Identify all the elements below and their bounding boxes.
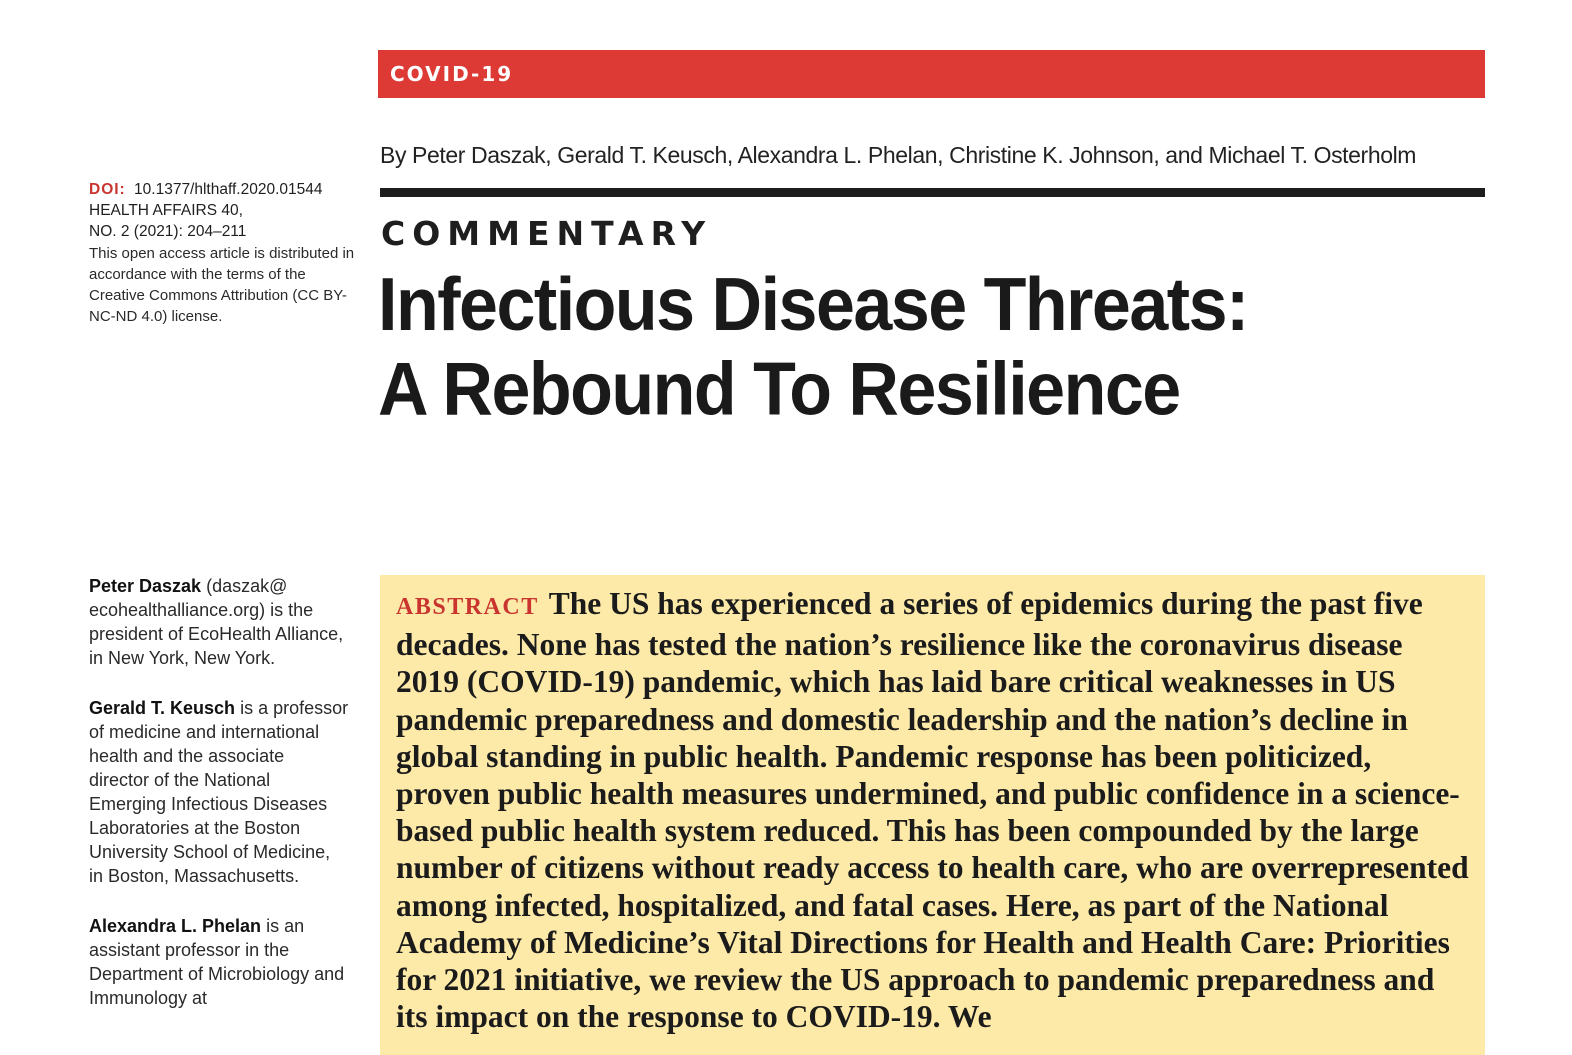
doi-value: 10.1377/hlthaff.2020.01544 bbox=[134, 181, 323, 198]
abstract-label: ABSTRACT bbox=[396, 594, 539, 620]
doi-line bbox=[89, 179, 359, 200]
author-affiliations bbox=[89, 574, 349, 1036]
article-type-label: COMMENTARY bbox=[381, 214, 713, 253]
author-note bbox=[89, 696, 349, 888]
author-name: Gerald T. Keusch bbox=[89, 698, 236, 718]
title-divider bbox=[380, 188, 1485, 197]
abstract-box bbox=[380, 575, 1485, 1055]
journal-citation-line-1: HEALTH AFFAIRS 40, bbox=[89, 202, 243, 219]
doi-label: DOI: bbox=[89, 181, 126, 198]
article-title-line-1: Infectious Disease Threats: bbox=[378, 262, 1248, 347]
banner-label: COVID-19 bbox=[390, 62, 514, 86]
journal-citation-line-2: NO. 2 (2021): 204–211 bbox=[89, 223, 247, 240]
section-banner bbox=[378, 50, 1485, 98]
abstract-text bbox=[396, 585, 1471, 1035]
author-description: is an assistant professor in the Department of Microbiology and Immunology at bbox=[89, 916, 345, 1008]
article-title bbox=[378, 262, 1483, 430]
article-title-line-2: A Rebound To Resilience bbox=[378, 346, 1180, 431]
author-description: (daszak@ ecohealthalliance.org) is the president of EcoHealth Alliance, in New York, New York. bbox=[89, 576, 344, 668]
author-name: Peter Daszak bbox=[89, 576, 202, 596]
author-note bbox=[89, 574, 349, 670]
author-name: Alexandra L. Phelan bbox=[89, 916, 262, 936]
author-description: is a professor of medicine and international health and the associate director of the National Emerging Infectious Diseases Laboratories at the Boston University School of Medicine, in Boston, Massachusetts. bbox=[89, 698, 349, 886]
abstract-body: The US has experienced a series of epidemics during the past five decades. None has tested the nation’s resilience like the coronavirus disease 2019 (COVID-19) pandemic, which has laid bare critical weaknesses in US pandemic preparedness and domestic leadership and the nation’s decline in global standing in public health. Pandemic response has been politicized, proven public health measures undermined, and public confidence in a science-based public health system reduced. This has been compounded by the large number of citizens without ready access to health care, who are overrepresented among infected, hospitalized, and fatal cases. Here, as part of the National Academy of Medicine’s Vital Directions for Health and Health Care: Priorities for 2021 initiative, we review the US approach to pandemic preparedness and its impact on the response to COVID-19. We bbox=[396, 586, 1469, 1035]
article-metadata bbox=[89, 179, 359, 327]
author-note bbox=[89, 914, 349, 1010]
author-byline: By Peter Daszak, Gerald T. Keusch, Alexandra L. Phelan, Christine K. Johnson, and Michael T. Osterholm bbox=[380, 142, 1417, 168]
license-statement: This open access article is distributed in accordance with the terms of the Creative Commons Attribution (CC BY-NC-ND 4.0) license. bbox=[89, 245, 355, 325]
